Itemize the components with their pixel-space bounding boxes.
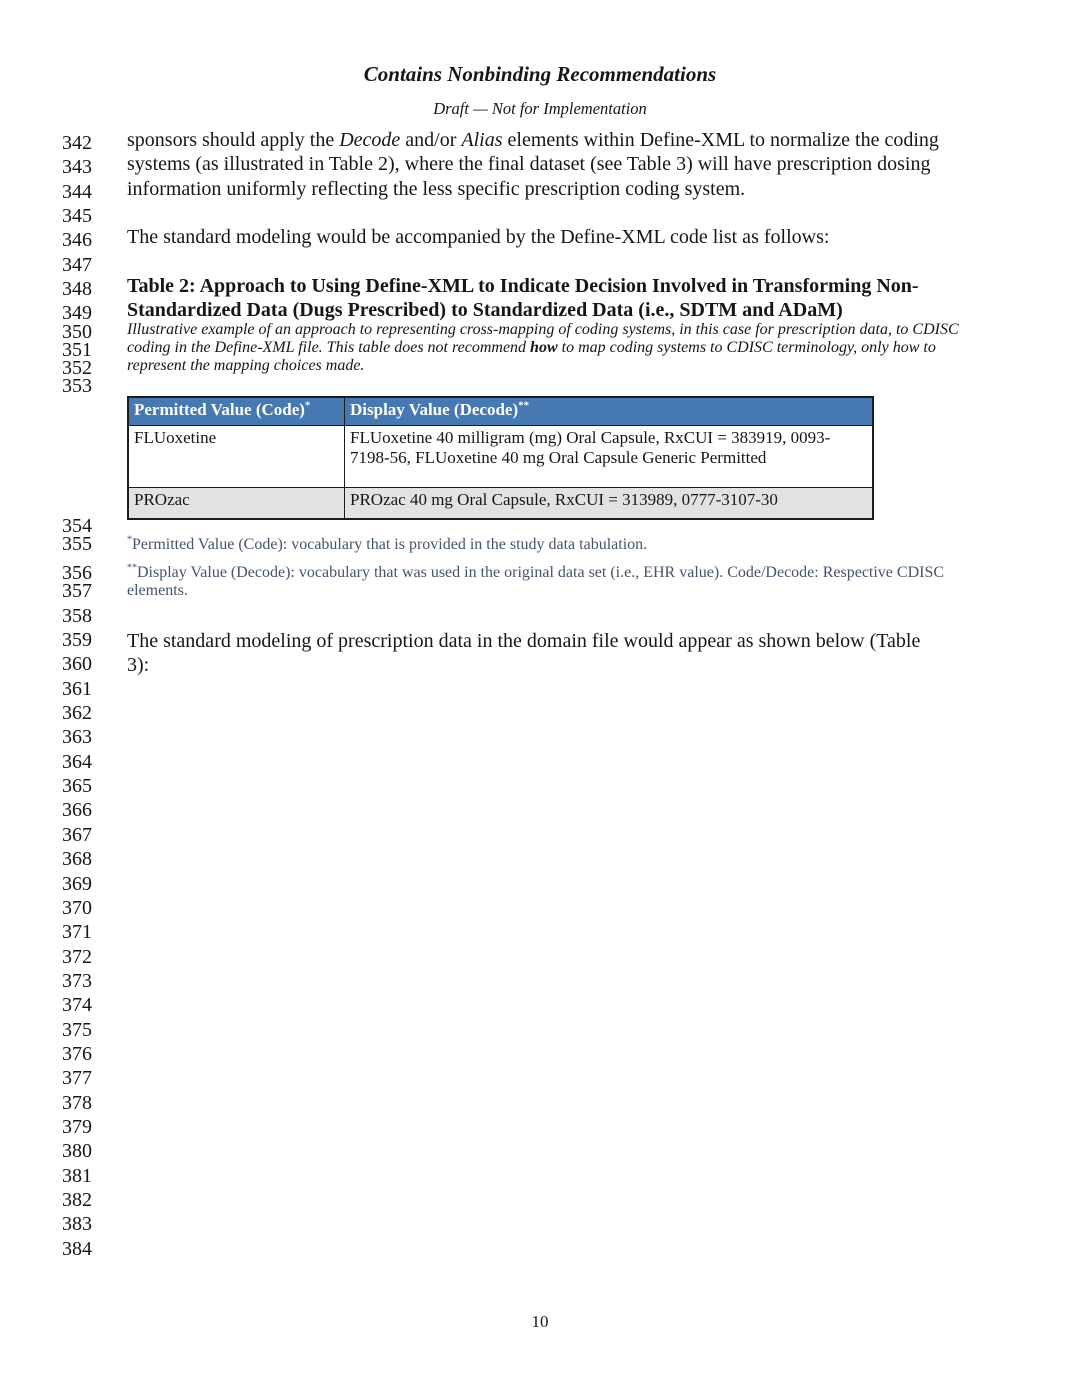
paragraph-text: sponsors should apply the xyxy=(127,129,340,151)
page-header-subtitle: Draft — Not for Implementation xyxy=(433,99,647,118)
line-number: 366 xyxy=(62,799,92,822)
table2 xyxy=(127,396,874,520)
line-number: 356 xyxy=(62,562,92,584)
paragraph-text: and/or xyxy=(400,129,462,151)
paragraph-text: elements within Define-XML to normalize the coding systems (as illustrated in Table 2), where the final dataset (see Table 3) will have prescription dosing information uniformly reflecting the less specific prescription coding system. xyxy=(127,129,939,200)
line-number: 342 xyxy=(62,132,92,154)
footnote-marker: * xyxy=(304,399,311,412)
footnote-marker: * xyxy=(127,534,132,546)
line-number: 384 xyxy=(62,1237,92,1260)
line-number: 370 xyxy=(62,896,92,919)
footnote-marker: ** xyxy=(127,562,137,574)
line-number: 348 xyxy=(62,278,92,301)
footnote-display-value xyxy=(127,564,967,600)
line-number: 375 xyxy=(62,1018,92,1041)
italic-term-alias: Alias xyxy=(461,129,503,151)
line-number: 374 xyxy=(62,994,92,1017)
line-number: 365 xyxy=(62,775,92,798)
cell-decode: PROzac 40 mg Oral Capsule, RxCUI = 313989, 0777-3107-30 xyxy=(345,488,874,520)
paragraph-342 xyxy=(127,128,947,201)
line-number: 373 xyxy=(62,969,92,992)
footnote-permitted-value xyxy=(127,536,967,554)
line-number: 376 xyxy=(62,1042,92,1065)
italic-term-decode: Decode xyxy=(339,129,401,151)
footnote-text: Display Value (Decode): vocabulary that was used in the original data set (i.e., EHR value). Code/Decode: Respective CDISC elements. xyxy=(127,564,945,600)
line-number: 362 xyxy=(62,702,92,725)
line-number: 371 xyxy=(62,921,92,944)
line-number: 359 xyxy=(62,629,92,651)
line-number: 379 xyxy=(62,1116,92,1138)
line-number: 358 xyxy=(62,605,92,627)
footnote-marker: ** xyxy=(518,399,530,412)
line-number: 383 xyxy=(62,1213,92,1236)
paragraph-359: The standard modeling of prescription data in the domain file would appear as shown below (Table 3): xyxy=(127,630,921,677)
caption-text: Illustrative example of an approach to representing cross-mapping of coding systems, in this case for prescription data, to CDISC coding in the Define-XML file. This table does not recommend xyxy=(127,321,959,357)
cell-code: FLUoxetine xyxy=(128,426,345,488)
line-number: 350 xyxy=(62,321,92,343)
column-header-permitted-value xyxy=(128,397,345,426)
table2-header-row xyxy=(128,397,873,426)
paragraph-346: The standard modeling would be accompanied by the Define-XML code list as follows: xyxy=(127,226,830,248)
column-header-label: Display Value (Decode) xyxy=(350,400,519,419)
line-number: 354 xyxy=(62,515,92,537)
line-number: 349 xyxy=(62,302,92,325)
line-number: 367 xyxy=(62,823,92,846)
cell-code: PROzac xyxy=(128,488,345,520)
table-row-prozac xyxy=(128,488,873,520)
line-number: 351 xyxy=(62,338,92,361)
line-number: 345 xyxy=(62,205,92,228)
line-number: 352 xyxy=(62,356,92,379)
table2-title: Table 2: Approach to Using Define-XML to Indicate Decision Involved in Transforming Non-Standardized Data (Dugs Prescribed) to Standardized Data (i.e., SDTM and ADaM) xyxy=(127,275,919,322)
line-number: 357 xyxy=(62,580,92,602)
line-number: 380 xyxy=(62,1140,92,1163)
line-number: 368 xyxy=(62,848,92,871)
column-header-label: Permitted Value (Code) xyxy=(134,400,305,419)
line-number: 377 xyxy=(62,1067,92,1090)
caption-bold-how: how xyxy=(530,339,558,357)
line-number: 343 xyxy=(62,156,92,179)
cell-decode: FLUoxetine 40 milligram (mg) Oral Capsule, RxCUI = 383919, 0093-7198-56, FLUoxetine 40 mg Oral Capsule Generic Permitted xyxy=(345,426,874,488)
line-number: 346 xyxy=(62,229,92,252)
line-number: 369 xyxy=(62,872,92,895)
line-number: 361 xyxy=(62,677,92,700)
table-row-fluoxetine xyxy=(128,426,873,488)
column-header-display-value xyxy=(345,397,874,426)
line-number: 382 xyxy=(62,1189,92,1212)
line-number: 364 xyxy=(62,750,92,773)
footnote-text: Permitted Value (Code): vocabulary that is provided in the study data tabulation. xyxy=(132,536,648,553)
line-number: 378 xyxy=(62,1091,92,1114)
line-number: 347 xyxy=(62,253,92,276)
table2-caption xyxy=(127,321,965,376)
line-number: 353 xyxy=(62,374,92,397)
line-number: 381 xyxy=(62,1164,92,1187)
caption-text: to map coding systems to CDISC terminology, only how to represent the mapping choices made. xyxy=(127,339,936,375)
line-number: 344 xyxy=(62,180,92,203)
page-header-title: Contains Nonbinding Recommendations xyxy=(363,62,717,86)
line-number: 355 xyxy=(62,533,92,555)
line-number: 372 xyxy=(62,945,92,968)
line-number: 363 xyxy=(62,726,92,749)
page-number: 10 xyxy=(531,1312,549,1331)
line-number: 360 xyxy=(62,653,92,676)
